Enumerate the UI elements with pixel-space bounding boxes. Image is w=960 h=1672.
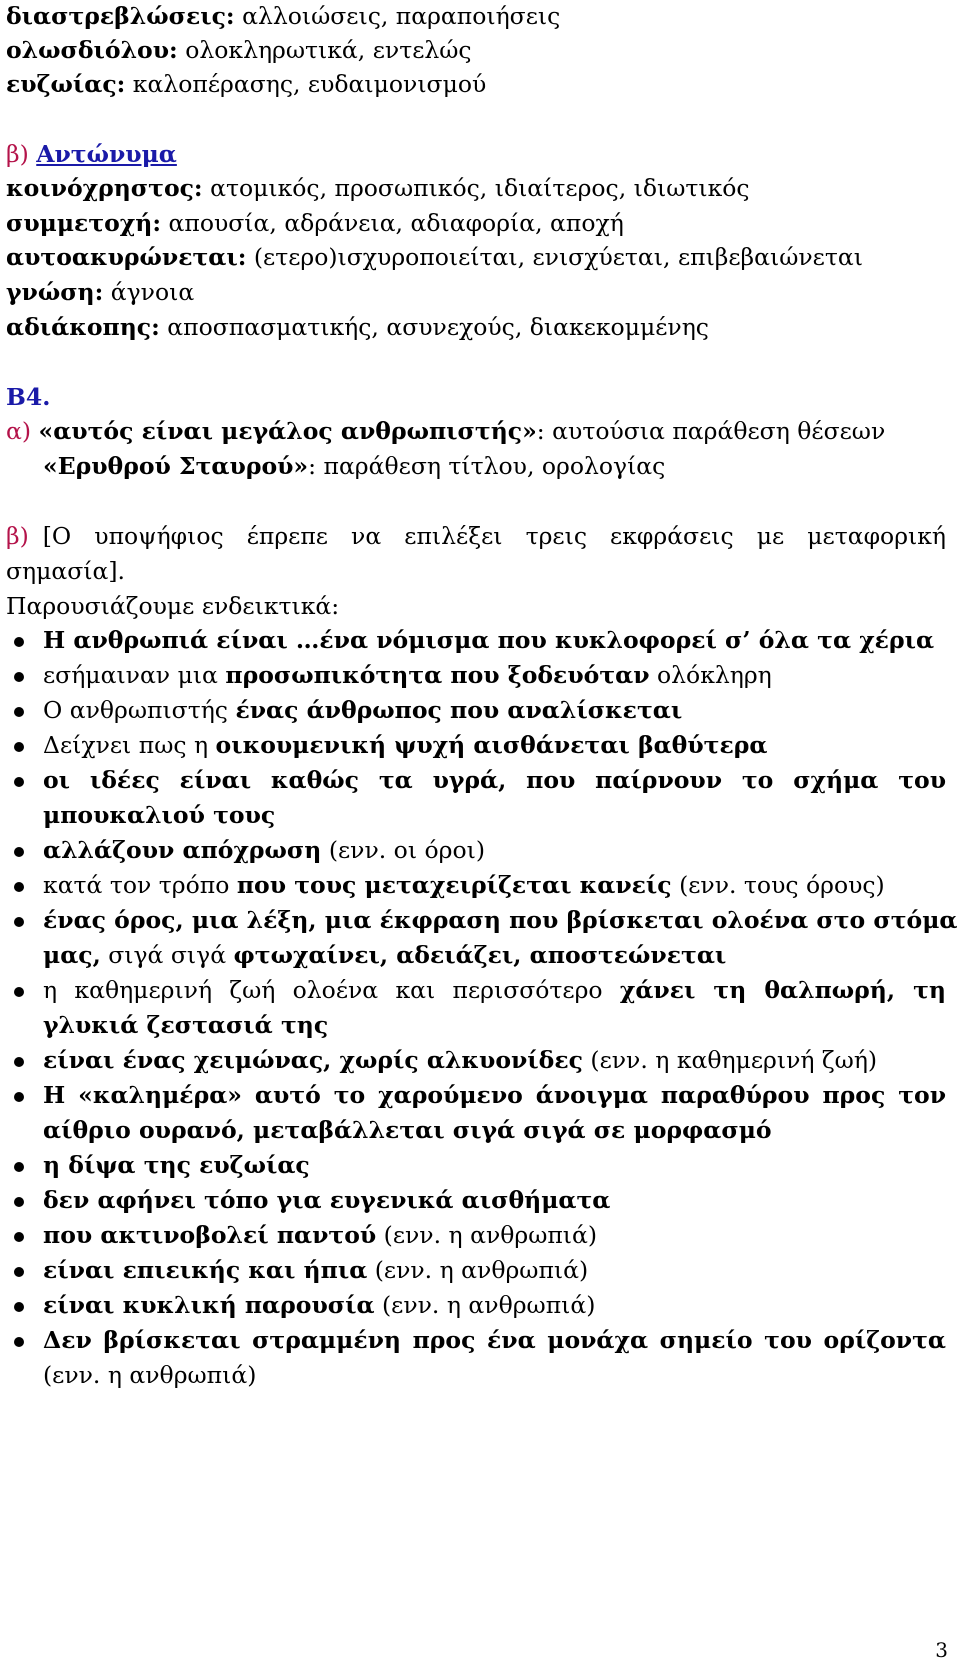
list-item xyxy=(43,834,946,866)
item-text: η καθημερινή ζωή ολοένα και περισσότερο xyxy=(43,976,620,1004)
vocab-meaning: καλοπέρασης, ευδαιμονισμού xyxy=(125,70,487,98)
item-text: Ο ανθρωπιστής xyxy=(43,696,236,724)
list-item: Η «καλημέρα» αυτό το χαρούμενο άνοιγμα παραθύρου προς τον xyxy=(43,1081,946,1109)
item-text: εσήμαιναν μια xyxy=(43,661,226,689)
bullet-dot xyxy=(14,847,24,857)
antonym-line xyxy=(6,311,946,343)
bullet-dot xyxy=(14,637,24,647)
antonym-term: αδιάκοπης: xyxy=(6,313,160,341)
item-bold: είναι επιεικής και ήπια xyxy=(43,1256,368,1284)
b4-a-line2 xyxy=(43,450,946,482)
list-item xyxy=(43,1254,946,1286)
b4-b-line1 xyxy=(6,520,946,552)
list-item: οι ιδέες είναι καθώς τα υγρά, που παίρνουν το σχήμα του xyxy=(43,766,946,794)
bullet-dot xyxy=(14,1232,24,1242)
item-bold: είναι ένας χειμώνας, χωρίς αλκυονίδες xyxy=(43,1046,583,1074)
a-quote: «αυτός είναι μεγάλος ανθρωπιστής» xyxy=(38,417,537,445)
bullet-dot xyxy=(14,1267,24,1277)
vocab-meaning: αλλοιώσεις, παραποιήσεις xyxy=(234,2,561,30)
vocab-line xyxy=(6,34,946,66)
antonym-line xyxy=(6,276,946,308)
antonym-term: κοινόχρηστος: xyxy=(6,174,203,202)
item-bold: ένας άνθρωπος που αναλίσκεται xyxy=(235,696,683,724)
vocab-meaning: ολοκληρωτικά, εντελώς xyxy=(177,36,472,64)
item-bold: χάνει τη θαλπωρή, τη xyxy=(619,976,946,1004)
item-text: (ενν. η ανθρωπιά) xyxy=(367,1256,589,1284)
a-text: : αυτούσια παράθεση θέσεων xyxy=(536,417,886,445)
antonyms-heading xyxy=(6,138,946,170)
bullet-dot xyxy=(14,987,24,997)
section-label: β) xyxy=(6,140,29,168)
item-text: (ενν. οι όροι) xyxy=(321,836,485,864)
vocab-line xyxy=(6,68,946,100)
list-item xyxy=(43,974,946,1006)
bullet-dot xyxy=(14,707,24,717)
bullet-dot xyxy=(14,672,24,682)
item-text: κατά τον τρόπο xyxy=(43,871,237,899)
bullet-dot xyxy=(14,1197,24,1207)
vocab-term: διαστρεβλώσεις: xyxy=(6,2,235,30)
antonym-line xyxy=(6,241,946,273)
b-label: β) xyxy=(6,522,29,550)
list-item-cont xyxy=(43,939,946,971)
item-text: (ενν. τους όρους) xyxy=(671,871,885,899)
list-item: δεν αφήνει τόπο για ευγενικά αισθήματα xyxy=(43,1186,611,1214)
list-item-cont: μπουκαλιού τους xyxy=(43,801,276,829)
list-item xyxy=(43,1044,946,1076)
item-text: (ενν. η ανθρωπιά) xyxy=(374,1291,596,1319)
list-item xyxy=(43,659,946,691)
antonym-meaning: (ετερο)ισχυροποιείται, ενισχύεται, επιβεβαιώνεται xyxy=(246,243,863,271)
item-text: σιγά σιγά xyxy=(100,941,234,969)
list-item-cont: γλυκιά ζεστασιά της xyxy=(43,1011,329,1039)
a-label: α) xyxy=(6,417,32,445)
b4-heading: Β4. xyxy=(6,383,51,411)
antonym-term: γνώση: xyxy=(6,278,104,306)
list-item-cont: (ενν. η ανθρωπιά) xyxy=(43,1361,257,1389)
antonym-meaning: αποσπασματικής, ασυνεχούς, διακεκομμένης xyxy=(159,313,709,341)
bullet-dot xyxy=(14,1337,24,1347)
item-bold: αλλάζουν απόχρωση xyxy=(43,836,322,864)
item-text: Δείχνει πως η xyxy=(43,731,216,759)
bullet-dot xyxy=(14,882,24,892)
item-bold: φτωχαίνει, αδειάζει, αποστεώνεται xyxy=(233,941,727,969)
list-item xyxy=(43,729,946,761)
list-item xyxy=(43,1219,946,1251)
antonym-line xyxy=(6,207,946,239)
list-item: η δίψα της ευζωίας xyxy=(43,1151,310,1179)
vocab-term: ολωσδιόλου: xyxy=(6,36,178,64)
item-bold: προσωπικότητα που ξοδευόταν xyxy=(225,661,650,689)
b-text: [Ο υποψήφιος έπρεπε να επιλέξει τρεις εκφράσεις με μεταφορική xyxy=(42,522,946,550)
item-text: ολόκληρη xyxy=(649,661,772,689)
list-item: Δεν βρίσκεται στραμμένη προς ένα μονάχα σημείο του ορίζοντα xyxy=(43,1326,946,1354)
antonym-term: αυτοακυρώνεται: xyxy=(6,243,247,271)
list-item: ένας όρος, μια λέξη, μια έκφραση που βρίσκεται ολοένα στο στόμα xyxy=(43,906,958,934)
vocab-line xyxy=(6,0,946,32)
antonym-meaning: απουσία, αδράνεια, αδιαφορία, αποχή xyxy=(161,209,624,237)
antonym-term: συμμετοχή: xyxy=(6,209,162,237)
a-text: : παράθεση τίτλου, ορολογίας xyxy=(308,452,666,480)
item-text: (ενν. η καθημερινή ζωή) xyxy=(582,1046,878,1074)
list-item-cont: αίθριο ουρανό, μεταβάλλεται σιγά σιγά σε μορφασμό xyxy=(43,1116,772,1144)
bullet-dot xyxy=(14,742,24,752)
bullet-dot xyxy=(14,777,24,787)
antonym-line xyxy=(6,172,946,204)
item-bold: οικουμενική ψυχή αισθάνεται βαθύτερα xyxy=(215,731,768,759)
bullet-dot xyxy=(14,917,24,927)
list-item xyxy=(43,1289,946,1321)
vocab-term: ευζωίας: xyxy=(6,70,126,98)
list-item: Η ανθρωπιά είναι …ένα νόμισμα που κυκλοφορεί σ’ όλα τα χέρια xyxy=(43,626,935,654)
list-item xyxy=(43,869,946,901)
item-bold: που ακτινοβολεί παντού xyxy=(43,1221,377,1249)
item-bold: μας, xyxy=(43,941,101,969)
item-bold: είναι κυκλική παρουσία xyxy=(43,1291,375,1319)
bullet-dot xyxy=(14,1162,24,1172)
item-bold: που τους μεταχειρίζεται κανείς xyxy=(236,871,672,899)
bullet-dot xyxy=(14,1302,24,1312)
b4-intro: Παρουσιάζουμε ενδεικτικά: xyxy=(6,592,340,620)
item-text: (ενν. η ανθρωπιά) xyxy=(376,1221,598,1249)
b4-b-line2: σημασία]. xyxy=(6,557,126,585)
antonym-meaning: ατομικός, προσωπικός, ιδιαίτερος, ιδιωτικός xyxy=(202,174,750,202)
bullet-dot xyxy=(14,1057,24,1067)
bullet-dot xyxy=(14,1092,24,1102)
page-number: 3 xyxy=(935,1638,948,1662)
section-title: Αντώνυμα xyxy=(36,140,177,168)
antonym-meaning: άγνοια xyxy=(103,278,195,306)
list-item xyxy=(43,694,946,726)
b4-a-line1 xyxy=(6,415,946,447)
a-quote: «Ερυθρού Σταυρού» xyxy=(43,452,309,480)
